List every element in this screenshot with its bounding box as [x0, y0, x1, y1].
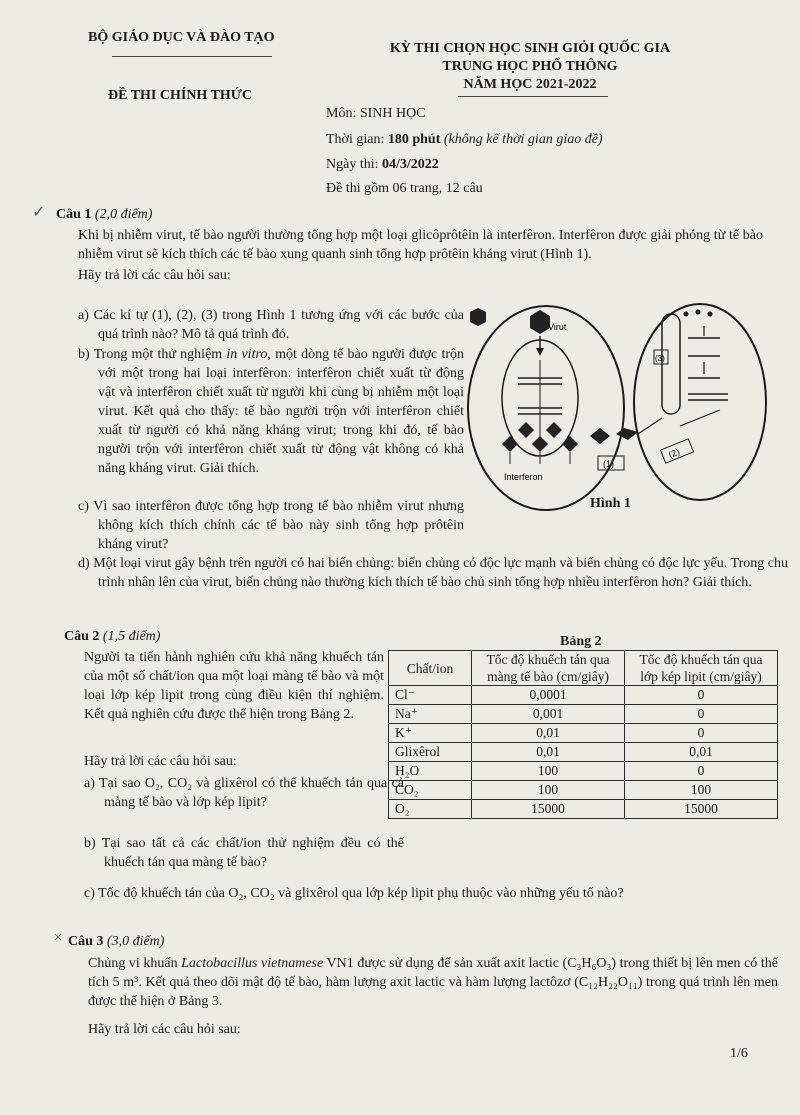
q3-intro-pre: Chủng vi khuẩn	[88, 956, 182, 971]
q1-heading	[56, 205, 152, 224]
date-prefix: Ngày thi:	[326, 157, 382, 172]
q2-points: (1,5 điểm)	[99, 629, 161, 644]
table-cell: 0,01	[625, 743, 778, 762]
q3-intro	[88, 954, 778, 1011]
interferon-molecule-2	[532, 436, 548, 452]
label-2: (2)	[667, 446, 682, 460]
q1-part-d: d) Một loại virut gây bệnh trên người có hai biến chủng: biến chủng có độc lực mạnh và biến chủng có độc lực yếu. Trong chu trình nhân lên của virut, biến chủng nào thường kích thích tế bào chủ sinh tổng hợp nhiều interfêron hơn? Giải thích.	[78, 556, 788, 590]
table-cell: 0,0001	[472, 686, 625, 705]
figure-1-caption: Hình 1	[590, 496, 631, 511]
table-header: Chất/ion	[389, 651, 472, 686]
q1-b-post: , một dòng tế bào người được trộn với một trong hai loại interfêron: interfêron chiết xuất từ động vật và interfêron chiết xuất từ người khi cùng bị nhiễm một loại virut. Kết quả cho thấy: tế bào người trộn với interfêron chiết xuất từ người có khả năng kháng virut; trong khi đó, tế bào người trộn với interfêron chiết xuất từ động vật không có khả năng kháng virut. Giải thích.	[98, 347, 465, 476]
q3-points: (3,0 điểm)	[103, 934, 165, 949]
q3-intro-italic: Lactobacillus vietnamese	[181, 956, 324, 971]
q1-b-pre: b) Trong một thử nghiệm	[78, 347, 227, 362]
q1-b-italic: in vitro	[226, 347, 268, 362]
exam-title-line2: TRUNG HỌC PHỔ THÔNG	[442, 59, 618, 74]
table-header: Tốc độ khuếch tán qua lớp kép lipit (cm/giây)	[625, 651, 778, 686]
neighbour-cell	[634, 304, 766, 500]
table-cell: 0	[625, 705, 778, 724]
interferon-molecule-4	[502, 436, 518, 452]
ministry-name: BỘ GIÁO DỤC VÀ ĐÀO TẠO	[88, 30, 275, 45]
table-2	[388, 650, 778, 819]
table-cell: CO₂	[389, 781, 472, 800]
table-cell: 100	[472, 762, 625, 781]
q1-title: Câu 1	[56, 207, 92, 222]
virus-arrow-head	[536, 348, 544, 356]
table-cell: 15000	[625, 800, 778, 819]
table-cell: 0,001	[472, 705, 625, 724]
check-mark: ✓	[32, 204, 46, 221]
date-line	[326, 157, 439, 173]
q1-part-c: c) Vì sao interfêron được tổng hợp trong tế bào nhiễm virut nhưng không kích thích chính các tế bào này sinh tổng hợp prôtêin kháng virut?	[78, 499, 464, 552]
exam-title-line3: NĂM HỌC 2021-2022	[463, 77, 597, 92]
exam-title-underline	[458, 96, 608, 97]
table-cell: 0	[625, 762, 778, 781]
exam-title	[360, 40, 700, 94]
ministry-underline	[112, 56, 272, 57]
q2-part-c: c) Tốc độ khuếch tán của O₂, CO₂ và glixêrol qua lớp kép lipit phụ thuộc vào những yếu tố nào?	[84, 886, 624, 901]
table-cell: K⁺	[389, 724, 472, 743]
official-label: ĐỀ THI CHÍNH THỨC	[108, 88, 253, 103]
q2-title: Câu 2	[64, 629, 100, 644]
time-note: (không kể thời gian giao đề)	[440, 132, 603, 147]
table-row	[389, 724, 778, 743]
virus-particle-inside	[530, 310, 550, 334]
table-cell: H₂O	[389, 762, 472, 781]
cross-mark: ×	[54, 930, 63, 946]
table-cell: 0	[625, 724, 778, 743]
table-row	[389, 743, 778, 762]
secreted-interferon	[590, 428, 610, 444]
q1-points: (2,0 điểm)	[91, 207, 153, 222]
table-header: Tốc độ khuếch tán qua màng tế bào (cm/giây)	[472, 651, 625, 686]
table-cell: 0,01	[472, 724, 625, 743]
table-cell: 0,01	[472, 743, 625, 762]
label-1: (1)	[603, 459, 614, 469]
time-value: 180 phút	[387, 132, 441, 147]
interferon-molecule-1	[518, 422, 534, 438]
receptor-binding	[616, 428, 638, 440]
table-2-caption: Bảng 2	[560, 634, 602, 649]
time-line	[326, 132, 603, 148]
interferon-label: Interferon	[504, 472, 543, 482]
q1-part-a: a) Các kí tự (1), (2), (3) trong Hình 1 tương ứng với các bước của quá trình nào? Mô tả quá trình đó.	[78, 308, 464, 342]
table-cell: Na⁺	[389, 705, 472, 724]
q3-heading	[68, 932, 164, 951]
interferon-molecule-3	[546, 422, 562, 438]
q1-intro: Khi bị nhiễm virut, tế bào người thường tổng hợp một loại glicôprôtêin là interfêron. Interfêron được giải phóng từ tế bào nhiễm virut sẽ kích thích các tế bào xung quanh sinh tổng hợp prôtêin kháng virut (Hình 1).	[78, 228, 763, 262]
q2-ask: Hãy trả lời các câu hỏi sau:	[84, 754, 237, 769]
table-cell: O₂	[389, 800, 472, 819]
table-row	[389, 705, 778, 724]
date-value: 04/3/2022	[382, 157, 439, 172]
q3-intro-post: VN1 được sử dụng để sản xuất axit lactic (C₃H₆O₃) trong thiết bị lên men có thể tích 5 m³. Kết quả theo dõi mật độ tế bào, hàm lượng axit lactic và hàm lượng lactôzơ (C₁₂H₂₂O₁₁) trong quá trình lên men được thể hiện ở Bảng 3.	[88, 956, 778, 1009]
table-cell: 0	[625, 686, 778, 705]
q2-part-a: a) Tại sao O₂, CO₂ và glixêrol có thể khuếch tán qua cả màng tế bào và lớp kép lipit?	[84, 776, 404, 810]
subject-line: Môn: SINH HỌC	[326, 106, 426, 121]
q3-title: Câu 3	[68, 934, 104, 949]
pages-line: Đề thi gồm 06 trang, 12 câu	[326, 181, 483, 196]
time-prefix: Thời gian:	[326, 132, 388, 147]
q1-part-b	[78, 345, 464, 478]
table-cell: Cl⁻	[389, 686, 472, 705]
virus-particle-outside	[470, 308, 486, 326]
table-row	[389, 762, 778, 781]
table-cell: 100	[625, 781, 778, 800]
exam-title-line1: KỲ THI CHỌN HỌC SINH GIỎI QUỐC GIA	[389, 41, 671, 56]
q2-intro: Người ta tiến hành nghiên cứu khả năng khuếch tán của một số chất/ion qua một loại màng tế bào và một loại lớp kép lipit trong cùng điều kiện thí nghiệm. Kết quả nghiên cứu được thể hiện trong Bảng 2.	[84, 650, 384, 722]
label-3: (3)	[655, 354, 665, 363]
table-row	[389, 800, 778, 819]
ribosome-dot-2	[696, 310, 701, 315]
signal-arrow-2	[680, 410, 720, 426]
table-header-row	[389, 651, 778, 686]
table-cell: 15000	[472, 800, 625, 819]
virus-label: Virut	[548, 322, 567, 332]
interferon-molecule-5	[562, 436, 578, 452]
q3-ask: Hãy trả lời các câu hỏi sau:	[88, 1022, 241, 1037]
table-row	[389, 781, 778, 800]
q2-part-b: b) Tại sao tất cả các chất/ion thử nghiệm đều có thể khuếch tán qua màng tế bào?	[84, 836, 404, 870]
page-number: 1/6	[730, 1046, 748, 1061]
table-cell: Glixêrol	[389, 743, 472, 762]
table-cell: 100	[472, 781, 625, 800]
q2-heading	[64, 627, 160, 646]
ribosome-dot-1	[684, 312, 689, 317]
signal-arrow	[638, 418, 662, 434]
table-row	[389, 686, 778, 705]
q1-ask: Hãy trả lời các câu hỏi sau:	[78, 268, 231, 283]
ribosome-dot-3	[708, 312, 713, 317]
figure-1-diagram	[458, 298, 778, 518]
